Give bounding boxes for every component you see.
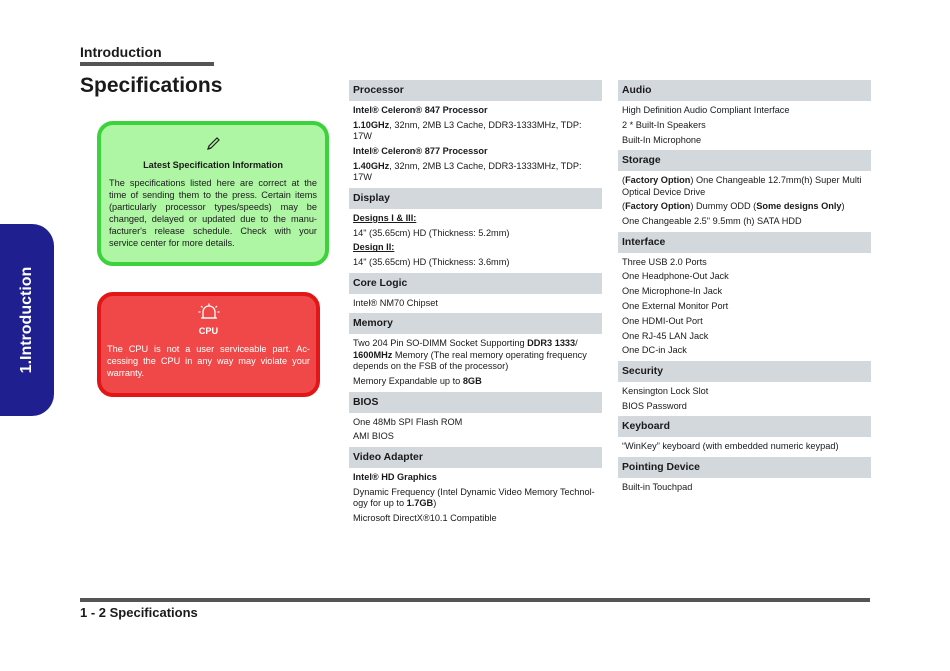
processor-speed: 1.40GHz bbox=[353, 160, 390, 171]
spec-audio bbox=[618, 80, 871, 146]
spec-line bbox=[349, 213, 602, 225]
cpu-alert-icon bbox=[107, 300, 310, 325]
spec-line: 14" (35.65cm) HD (Thickness: 3.6mm) bbox=[353, 257, 510, 268]
page-title: Specifications bbox=[80, 74, 223, 97]
factory-option: Factory Option bbox=[625, 201, 691, 212]
spec-processor bbox=[349, 80, 602, 184]
spec-line: One Changeable 2.5" 9.5mm (h) SATA HDD bbox=[622, 216, 802, 227]
processor-speed: 1.10GHz bbox=[353, 119, 390, 130]
storage-text: ( bbox=[622, 175, 626, 186]
spec-line bbox=[349, 242, 602, 254]
design-note: Some designs Only bbox=[756, 201, 842, 212]
spec-line: Microsoft DirectX®10.1 Compatible bbox=[353, 512, 497, 523]
spec-video-adapter bbox=[349, 447, 602, 525]
spec-line: One Headphone-Out Jack bbox=[622, 271, 729, 282]
spec-heading: BIOS bbox=[349, 392, 602, 413]
warning-heading: CPU bbox=[198, 326, 219, 336]
header-rule bbox=[80, 62, 214, 66]
video-memory: 1.7GB bbox=[406, 498, 434, 509]
spec-line bbox=[349, 338, 602, 373]
spec-line: 2 * Built-In Speakers bbox=[622, 119, 706, 130]
spec-line bbox=[349, 120, 602, 143]
note-text: The specifications listed here are correct at the time of sending them to the press. Certain items (particularly processor types/speeds) may be changed, delayed or updated due to the manu-facturer's release schedule. Check with your service center for more details. bbox=[109, 178, 317, 248]
spec-pointing-device bbox=[618, 457, 871, 494]
warning-box bbox=[97, 292, 320, 397]
spec-line bbox=[349, 105, 602, 117]
processor-name: Intel® Celeron® 847 Processor bbox=[353, 105, 488, 115]
spec-security bbox=[618, 361, 871, 412]
spec-heading: Display bbox=[349, 188, 602, 209]
spec-line: Built-in Touchpad bbox=[622, 481, 693, 492]
spec-line bbox=[349, 376, 602, 388]
spec-heading: Keyboard bbox=[618, 416, 871, 437]
chapter-tab-label: 1.Introduction bbox=[18, 266, 35, 374]
spec-line: One HDMI-Out Port bbox=[622, 315, 703, 326]
spec-line: “WinKey” keyboard (with embedded numeric keypad) bbox=[622, 441, 839, 452]
spec-display bbox=[349, 188, 602, 269]
memory-speed: 1600MHz bbox=[353, 349, 393, 360]
spec-heading: Video Adapter bbox=[349, 447, 602, 468]
video-name: Intel® HD Graphics bbox=[353, 471, 437, 482]
processor-name: Intel® Celeron® 877 Processor bbox=[353, 146, 488, 157]
spec-heading: Interface bbox=[618, 232, 871, 253]
page-footer: 1 - 2 Specifications bbox=[80, 605, 198, 620]
factory-option: Factory Option bbox=[625, 175, 691, 186]
memory-type: DDR3 1333 bbox=[527, 338, 576, 349]
spec-interface bbox=[618, 232, 871, 357]
design-label: Designs I & III: bbox=[353, 212, 417, 223]
spec-heading: Processor bbox=[349, 80, 602, 101]
spec-heading: Storage bbox=[618, 150, 871, 171]
video-text: Dynamic Frequency (Intel Dynamic Video Memory Technol-ogy for up to bbox=[353, 486, 595, 509]
spec-line: High Definition Audio Compliant Interface bbox=[622, 105, 790, 115]
spec-line bbox=[618, 201, 871, 213]
memory-text: Memory (The real memory operating frequency depends on the FSB of the processor) bbox=[353, 349, 587, 372]
spec-heading: Audio bbox=[618, 80, 871, 101]
spec-column-right bbox=[618, 80, 871, 497]
spec-line: AMI BIOS bbox=[353, 431, 394, 442]
spec-heading: Core Logic bbox=[349, 273, 602, 294]
spec-heading: Memory bbox=[349, 313, 602, 334]
spec-line bbox=[349, 472, 602, 484]
spec-line: 14" (35.65cm) HD (Thickness: 5.2mm) bbox=[353, 227, 510, 238]
warning-text: The CPU is not a user serviceable part. Ac-cessing the CPU in any way may violate your warranty. bbox=[107, 344, 310, 378]
design-label: Design II: bbox=[353, 242, 395, 253]
spec-line: One DC-in Jack bbox=[622, 345, 687, 356]
processor-detail: , 32nm, 2MB L3 Cache, DDR3-1333MHz, TDP: 17W bbox=[353, 160, 582, 183]
spec-keyboard bbox=[618, 416, 871, 453]
storage-text: ( bbox=[622, 201, 626, 212]
spec-line: Intel® NM70 Chipset bbox=[353, 297, 438, 308]
video-text: ) bbox=[433, 498, 437, 509]
spec-bios bbox=[349, 392, 602, 443]
spec-line: BIOS Password bbox=[622, 400, 687, 411]
storage-text: ) Dummy ODD ( bbox=[690, 201, 757, 212]
note-box bbox=[97, 121, 329, 266]
memory-text: Memory Expandable up to bbox=[353, 376, 463, 387]
spec-line bbox=[349, 161, 602, 184]
spec-heading: Security bbox=[618, 361, 871, 382]
spec-heading: Pointing Device bbox=[618, 457, 871, 478]
spec-line bbox=[618, 175, 871, 198]
storage-text: ) One Changeable 12.7mm(h) Super Multi Optical Device Drive bbox=[622, 175, 862, 197]
storage-text: ) bbox=[841, 201, 845, 212]
section-header: Introduction bbox=[80, 44, 162, 60]
memory-text: Two 204 Pin SO-DIMM Socket Supporting bbox=[353, 338, 528, 349]
pencil-icon bbox=[109, 129, 317, 159]
spec-line bbox=[349, 487, 602, 510]
memory-max: 8GB bbox=[462, 376, 482, 387]
footer-rule bbox=[80, 598, 870, 602]
chapter-tab[interactable] bbox=[0, 224, 54, 416]
spec-line bbox=[349, 146, 602, 158]
spec-storage bbox=[618, 150, 871, 228]
processor-detail: , 32nm, 2MB L3 Cache, DDR3-1333MHz, TDP: 17W bbox=[353, 119, 582, 142]
spec-line: One External Monitor Port bbox=[622, 301, 729, 312]
spec-column-left bbox=[349, 80, 602, 528]
memory-text: / bbox=[575, 338, 578, 349]
spec-line: Three USB 2.0 Ports bbox=[622, 256, 707, 267]
spec-line: One 48Mb SPI Flash ROM bbox=[353, 416, 463, 427]
spec-line: Kensington Lock Slot bbox=[622, 385, 709, 396]
spec-line: One RJ-45 LAN Jack bbox=[622, 330, 709, 341]
spec-line: One Microphone-In Jack bbox=[622, 286, 723, 297]
spec-core-logic bbox=[349, 273, 602, 310]
note-heading: Latest Specification Information bbox=[143, 160, 283, 170]
spec-memory bbox=[349, 313, 602, 387]
spec-line: Built-In Microphone bbox=[622, 134, 702, 145]
